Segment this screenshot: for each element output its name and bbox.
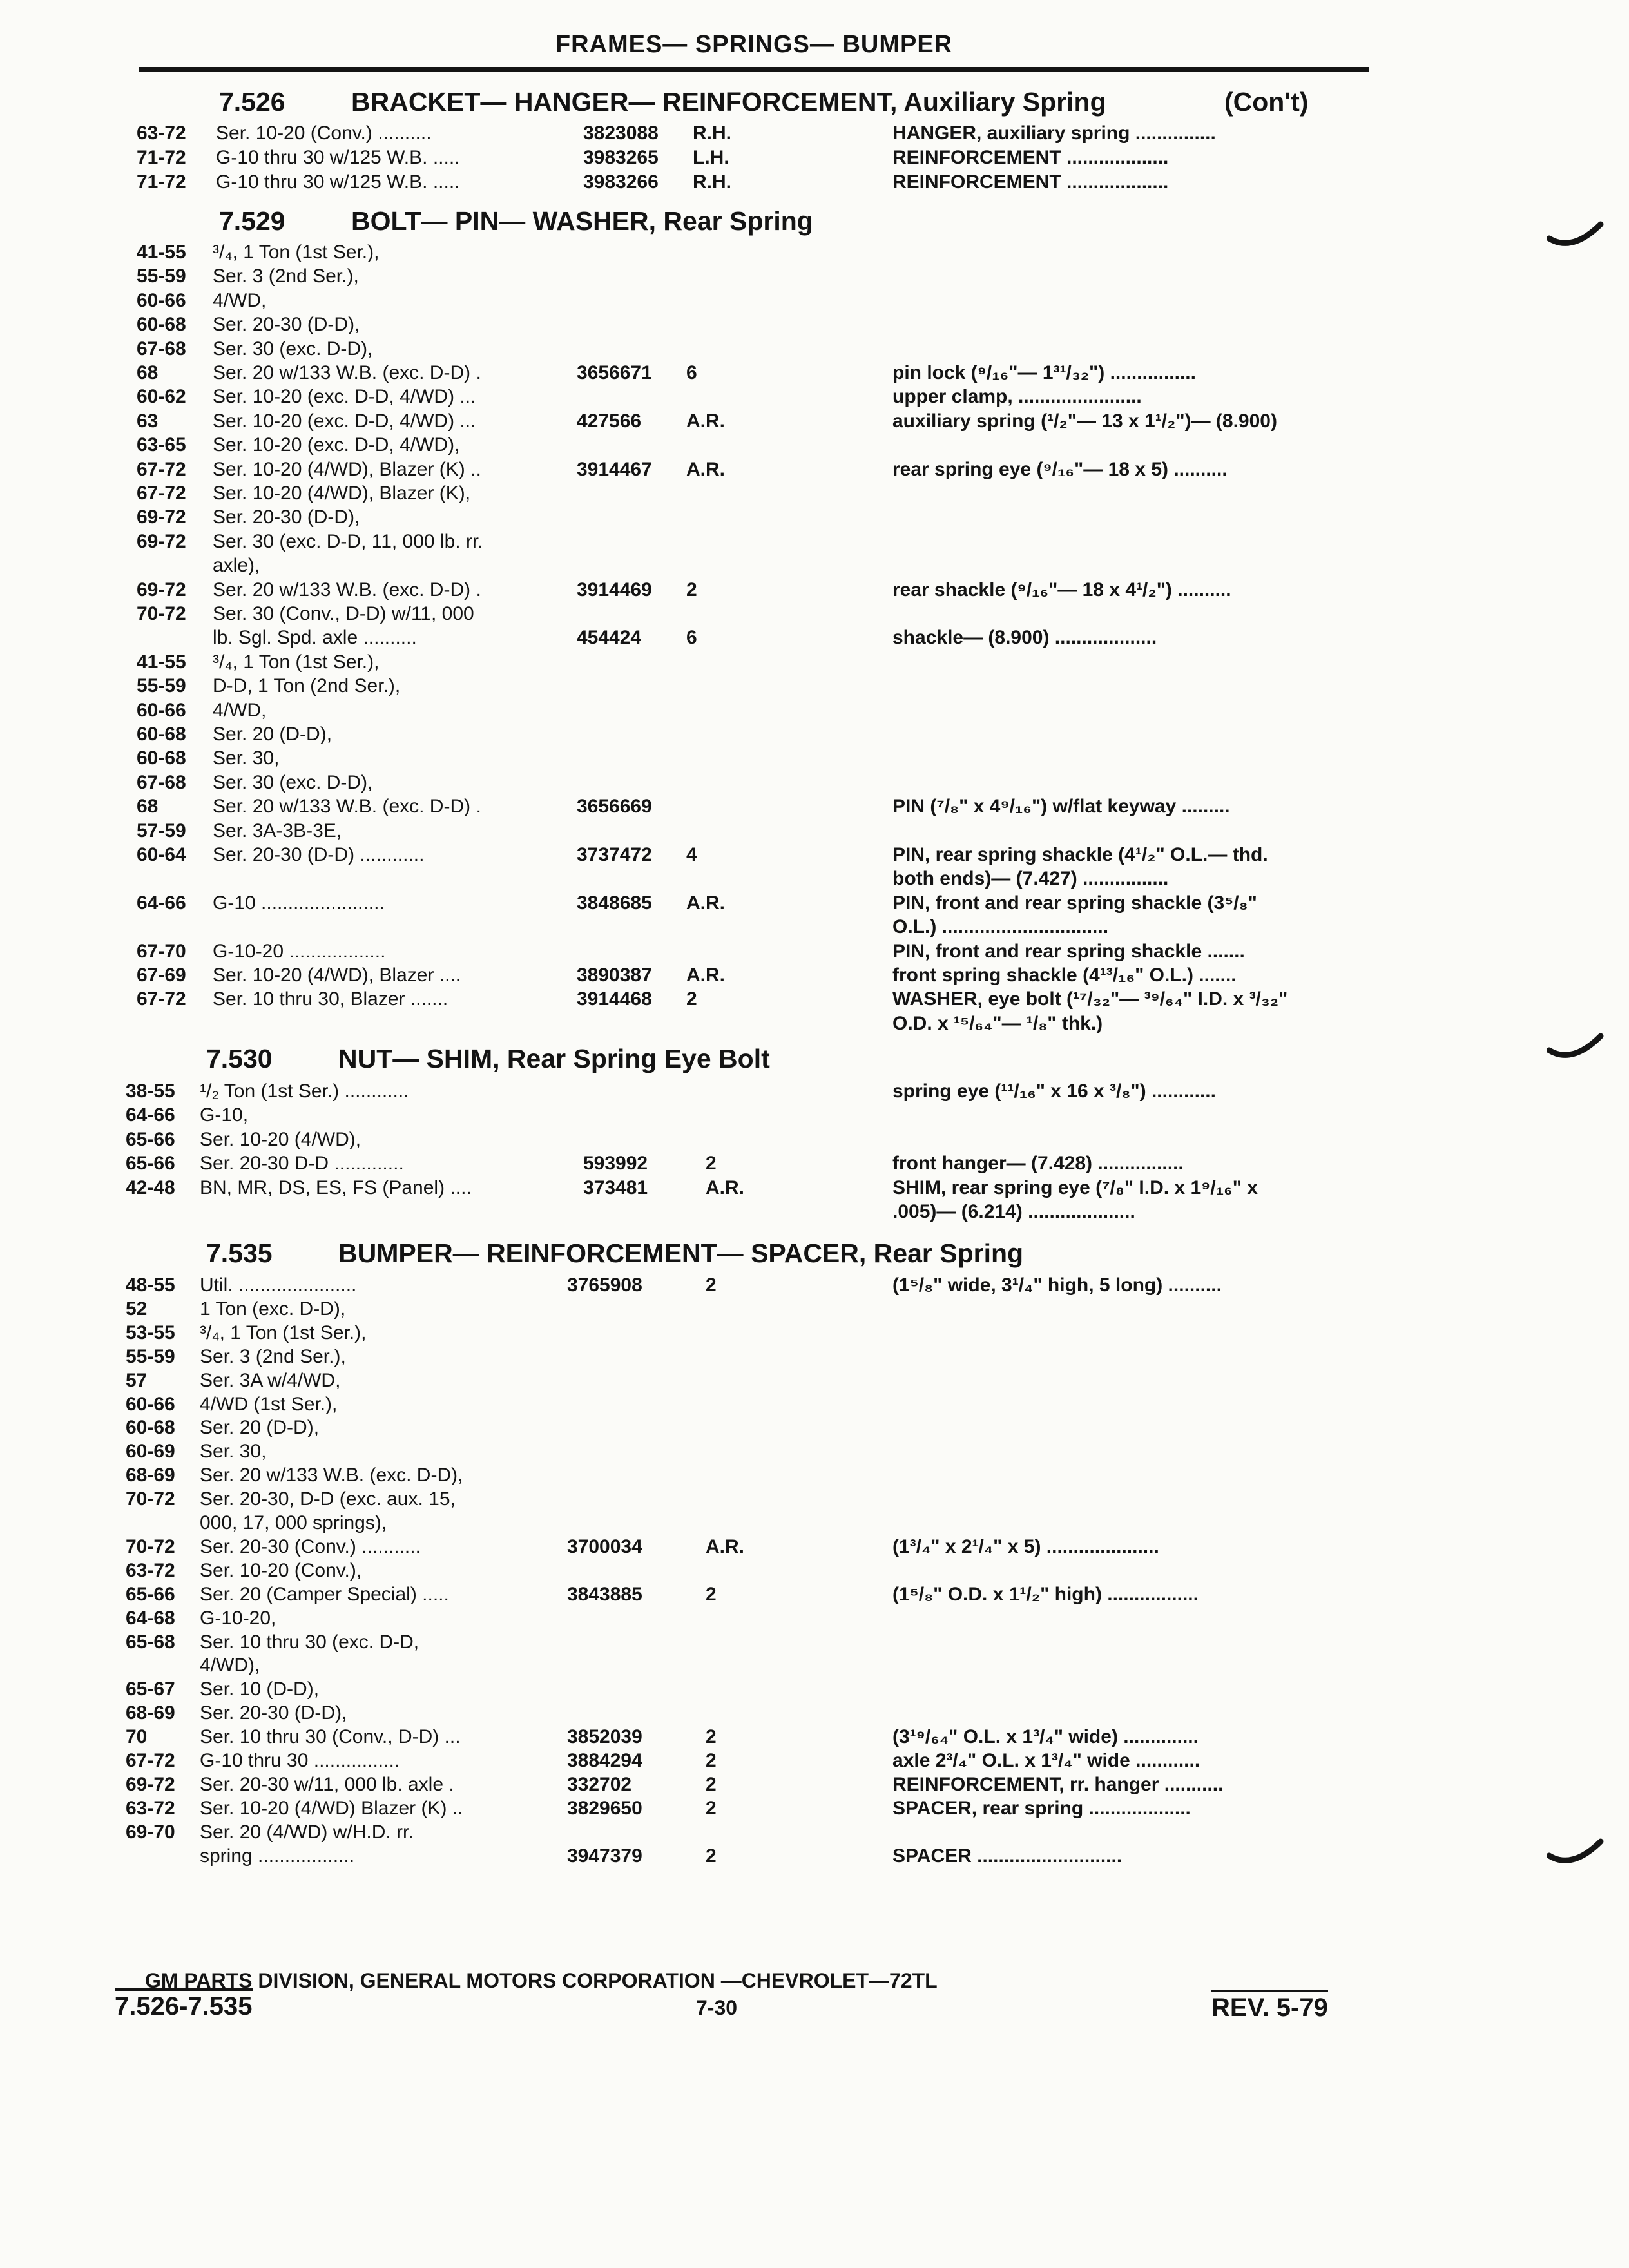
parts-row [0,1512,1629,1537]
parts-row [0,868,1629,892]
description: rear spring eye (⁹/₁₆"— 18 x 5) .......... [892,458,1228,480]
parts-row [0,1104,1629,1129]
parts-row [0,1488,1629,1513]
year-range: 57 [126,1369,148,1391]
application: spring .................. [200,1845,355,1867]
year-range: 67-72 [137,483,186,504]
description: rear shackle (⁹/₁₆"— 18 x 4¹/₂") .......... [892,579,1231,601]
application: Ser. 20 (D-D), [200,1417,320,1439]
application: Ser. 30 (exc. D-D), [213,338,373,360]
application: Ser. 10 thru 30, Blazer ....... [213,988,448,1010]
application: Ser. 20 (4/WD) w/H.D. rr. [200,1821,414,1843]
part-number: 3890387 [577,965,652,986]
parts-row [0,844,1629,869]
year-range: 71-72 [137,147,186,168]
parts-row [0,1346,1629,1370]
quantity: 2 [686,579,697,601]
parts-row [0,1726,1629,1751]
application: Util. ...................... [200,1274,357,1296]
parts-row [0,555,1629,579]
year-range: 70 [126,1726,148,1748]
application: Ser. 10-20 (Conv.) .......... [216,122,432,144]
quantity: R.H. [693,171,731,193]
year-range: 67-69 [137,965,186,986]
year-range: 71-72 [137,171,186,193]
part-number: 3884294 [567,1750,642,1771]
header-rule [139,67,1369,72]
year-range: 69-70 [126,1821,175,1843]
part-number: 332702 [567,1773,632,1795]
section-number: 7.526 [219,87,285,117]
part-number: 3983265 [583,147,659,168]
section-title: NUT— SHIM, Rear Spring Eye Bolt [338,1044,770,1073]
description: PIN (⁷/₈" x 4⁹/₁₆") w/flat keyway ......... [892,796,1230,818]
parts-row [0,941,1629,965]
part-number: 3848685 [577,892,652,914]
year-range: 67-72 [137,988,186,1010]
description: REINFORCEMENT ................... [892,171,1169,193]
parts-row [0,1536,1629,1561]
year-range: 65-67 [126,1678,175,1700]
parts-row [0,1417,1629,1441]
description: O.L.) ............................... [892,916,1109,938]
part-number: 3829650 [567,1797,642,1819]
year-range: 67-72 [137,458,186,480]
binder-hole-mark [1547,1830,1605,1875]
application: G-10, [200,1104,249,1126]
application: axle), [213,555,260,577]
application: Ser. 10 thru 30 (Conv., D-D) ... [200,1726,461,1748]
year-range: 67-68 [137,771,186,793]
parts-row [0,772,1629,796]
year-range: 70-72 [126,1488,175,1510]
application: Ser. 20 w/133 W.B. (exc. D-D), [200,1465,463,1486]
application: Ser. 10-20 (4/WD), [200,1128,361,1150]
parts-row [0,506,1629,531]
application: Ser. 10-20 (exc. D-D, 4/WD) ... [213,386,476,408]
year-range: 63-72 [137,122,186,144]
binder-hole-mark [1547,213,1605,258]
year-range: 60-64 [137,844,186,865]
application: G-10 thru 30 w/125 W.B. ..... [216,171,460,193]
application: ³/₄, 1 Ton (1st Ser.), [213,651,380,673]
parts-row [0,171,1629,196]
year-range: 68-69 [126,1702,175,1724]
parts-row [0,1274,1629,1299]
year-range: 60-69 [126,1441,175,1463]
quantity: 2 [706,1773,717,1795]
year-range: 65-66 [126,1153,175,1175]
description: PIN, rear spring shackle (4¹/₂" O.L.— thd. [892,844,1268,865]
description: PIN, front and rear spring shackle ....... [892,940,1245,962]
description: (1⁵/₈" O.D. x 1¹/₂" high) ................. [892,1583,1199,1605]
year-range: 52 [126,1298,148,1320]
year-range: 41-55 [137,651,186,673]
application: Ser. 20 w/133 W.B. (exc. D-D) . [213,362,481,383]
application: Ser. 20-30 (D-D) ............ [213,844,425,865]
application: 4/WD, [213,289,267,311]
part-number: 3823088 [583,122,659,144]
part-number: 3765908 [567,1274,642,1296]
parts-row [0,1821,1629,1846]
parts-row [0,579,1629,604]
application: Ser. 10-20 (4/WD), Blazer (K), [213,483,471,504]
application: Ser. 3 (2nd Ser.), [200,1345,346,1367]
year-range: 60-68 [126,1417,175,1439]
page-header [139,31,1369,77]
part-number: 3656671 [577,362,652,383]
year-range: 69-72 [126,1773,175,1795]
year-range: 67-72 [126,1750,175,1771]
parts-row [0,386,1629,410]
application: G-10 thru 30 ................ [200,1750,400,1771]
application: Ser. 10-20 (exc. D-D, 4/WD), [213,434,460,456]
quantity: 6 [686,362,697,383]
application: 1 Ton (exc. D-D), [200,1298,346,1320]
description: upper clamp, ....................... [892,386,1142,408]
parts-row [0,1655,1629,1679]
footer-revision: REV. 5-79 [1211,1990,1328,2023]
description: SHIM, rear spring eye (⁷/₈" I.D. x 1⁹/₁₆" x [892,1177,1258,1198]
parts-row [0,700,1629,724]
quantity: 2 [706,1153,717,1175]
description: front hanger— (7.428) ................ [892,1153,1184,1175]
year-range: 60-66 [126,1393,175,1415]
parts-row [0,1750,1629,1774]
application: Ser. 20 w/133 W.B. (exc. D-D) . [213,796,481,818]
year-range: 69-72 [137,506,186,528]
year-range: 60-68 [137,747,186,769]
description: SPACER ........................... [892,1845,1123,1867]
part-number: 3914467 [577,458,652,480]
parts-row [0,1678,1629,1703]
parts-row [0,1560,1629,1584]
description: WASHER, eye bolt (¹⁷/₃₂"— ³⁹/₆₄" I.D. x ³/₃₂" [892,988,1288,1010]
year-range: 41-55 [137,242,186,263]
application: G-10-20 .................. [213,940,386,962]
description: (1³/₄" x 2¹/₄" x 5) ..................... [892,1535,1159,1557]
application: Ser. 10-20 (4/WD), Blazer .... [213,965,461,986]
application: Ser. 3A-3B-3E, [213,820,342,841]
part-number: 3843885 [567,1583,642,1605]
footer-page-number: 7-30 [696,1996,738,2019]
part-number: 593992 [583,1153,648,1175]
parts-row [0,1845,1629,1870]
application: Ser. 10 (D-D), [200,1678,320,1700]
year-range: 60-62 [137,386,186,408]
page-title: FRAMES— SPRINGS— BUMPER [555,31,953,58]
quantity: 2 [706,1583,717,1605]
application: G-10-20, [200,1607,276,1629]
description: REINFORCEMENT, rr. hanger ........... [892,1773,1224,1795]
parts-row [0,1201,1629,1225]
parts-row [0,122,1629,147]
year-range: 67-70 [137,940,186,962]
parts-row [0,1702,1629,1727]
application: Ser. 30, [200,1441,267,1463]
year-range: 60-66 [137,289,186,311]
year-range: 64-68 [126,1607,175,1629]
description: spring eye (¹¹/₁₆" x 16 x ³/₈") ............ [892,1081,1216,1102]
section-continued: (Con't) [1224,87,1309,117]
year-range: 53-55 [126,1321,175,1343]
parts-row [0,1584,1629,1608]
parts-row [0,1322,1629,1347]
application: Ser. 10-20 (4/WD) Blazer (K) .. [200,1797,463,1819]
section-number: 7.529 [219,206,285,236]
year-range: 65-68 [126,1631,175,1653]
year-range: 55-59 [137,675,186,697]
application: Ser. 20-30 (D-D), [200,1702,347,1724]
part-number: 3914469 [577,579,652,601]
description: PIN, front and rear spring shackle (3⁵/₈" [892,892,1257,914]
description: REINFORCEMENT ................... [892,147,1169,168]
quantity: A.R. [686,458,725,480]
section-title: BOLT— PIN— WASHER, Rear Spring [351,206,813,236]
footer-range: 7.526-7.535 [115,1988,253,2021]
parts-row [0,1631,1629,1656]
parts-row [0,627,1629,651]
application: Ser. 20-30 (D-D), [213,314,360,336]
application: Ser. 10-20 (exc. D-D, 4/WD) ... [213,410,476,432]
year-range: 70-72 [126,1535,175,1557]
application: Ser. 3A w/4/WD, [200,1369,341,1391]
application: Ser. 10-20 (4/WD), Blazer (K) .. [213,458,481,480]
section-title: BUMPER— REINFORCEMENT— SPACER, Rear Spring [338,1238,1024,1268]
application: Ser. 10 thru 30 (exc. D-D, [200,1631,419,1653]
parts-row [0,314,1629,338]
application: G-10 thru 30 w/125 W.B. ..... [216,147,460,168]
application: Ser. 3 (2nd Ser.), [213,265,359,287]
description: .005)— (6.214) .................... [892,1201,1135,1222]
application: Ser. 20 w/133 W.B. (exc. D-D) . [213,579,481,601]
year-range: 65-66 [126,1583,175,1605]
parts-row [0,265,1629,290]
part-number: 3656669 [577,796,652,818]
parts-row [0,1608,1629,1632]
quantity: A.R. [686,892,725,914]
part-number: 427566 [577,410,642,432]
application: Ser. 30, [213,747,280,769]
application: Ser. 20-30 w/11, 000 lb. axle . [200,1773,454,1795]
part-number: 3700034 [567,1535,642,1557]
application: 4/WD), [200,1655,260,1677]
parts-row [0,1129,1629,1153]
parts-row [0,1465,1629,1489]
parts-row [0,242,1629,266]
application: Ser. 30 (exc. D-D), [213,771,373,793]
year-range: 68 [137,796,159,818]
part-number: 454424 [577,627,642,649]
parts-row [0,747,1629,772]
parts-row [0,1013,1629,1037]
description: both ends)— (7.427) ................ [892,868,1169,890]
section-heading [206,1238,1023,1269]
application: ¹/₂ Ton (1st Ser.) ............ [200,1081,409,1102]
parts-row [0,1774,1629,1798]
parts-row [0,916,1629,941]
parts-row [0,531,1629,555]
description: axle 2³/₄" O.L. x 1³/₄" wide ............ [892,1750,1200,1771]
parts-row [0,603,1629,628]
description: (1⁵/₈" wide, 3¹/₄" high, 5 long) .......... [892,1274,1222,1296]
part-number: 3737472 [577,844,652,865]
section-heading [219,87,1309,117]
part-number: 373481 [583,1177,648,1198]
parts-row [0,410,1629,435]
year-range: 67-68 [137,338,186,360]
parts-row [0,892,1629,917]
parts-row [0,1394,1629,1418]
section-heading [206,1044,770,1074]
parts-row [0,1441,1629,1465]
parts-row [0,434,1629,459]
application: ³/₄, 1 Ton (1st Ser.), [200,1321,367,1343]
parts-row [0,1081,1629,1105]
binder-hole-mark [1547,1024,1605,1070]
application: Ser. 30 (exc. D-D, 11, 000 lb. rr. [213,530,483,552]
section-number: 7.535 [206,1238,273,1268]
application: G-10 ....................... [213,892,385,914]
application: Ser. 20-30 D-D ............. [200,1153,404,1175]
year-range: 69-72 [137,579,186,601]
parts-row [0,290,1629,314]
parts-row [0,965,1629,989]
quantity: 4 [686,844,697,865]
parts-row [0,483,1629,507]
parts-row [0,796,1629,820]
application: Ser. 10-20 (Conv.), [200,1559,362,1581]
application: Ser. 20-30 (D-D), [213,506,360,528]
part-number: 3947379 [567,1845,642,1867]
year-range: 68-69 [126,1465,175,1486]
application: Ser. 20-30 (Conv.) ........... [200,1535,421,1557]
description: (3¹⁹/₆₄" O.L. x 1³/₄" wide) .............. [892,1726,1199,1748]
part-number: 3914468 [577,988,652,1010]
year-range: 60-68 [137,314,186,336]
application: 4/WD (1st Ser.), [200,1393,338,1415]
quantity: A.R. [686,410,725,432]
description: auxiliary spring (¹/₂"— 13 x 1¹/₂")— (8.900) [892,410,1277,432]
parts-row [0,1370,1629,1394]
application: Ser. 20-30, D-D (exc. aux. 15, [200,1488,456,1510]
parts-row [0,147,1629,171]
quantity: 2 [706,1750,717,1771]
application: 000, 17, 000 springs), [200,1512,387,1533]
quantity: 2 [706,1845,717,1867]
footer-division: GM PARTS DIVISION, GENERAL MOTORS CORPORATION —CHEVROLET—72TL [145,1969,938,1992]
description: shackle— (8.900) ................... [892,627,1157,649]
part-number: 3852039 [567,1726,642,1748]
application: BN, MR, DS, ES, FS (Panel) .... [200,1177,472,1198]
year-range: 69-72 [137,530,186,552]
year-range: 55-59 [137,265,186,287]
year-range: 38-55 [126,1081,175,1102]
description: front spring shackle (4¹³/₁₆" O.L.) ....... [892,965,1237,986]
parts-row [0,338,1629,363]
quantity: A.R. [706,1535,744,1557]
year-range: 42-48 [126,1177,175,1198]
year-range: 60-66 [137,699,186,721]
parts-row [0,459,1629,483]
year-range: 63-72 [126,1797,175,1819]
year-range: 64-66 [126,1104,175,1126]
description: pin lock (⁹/₁₆"— 1³¹/₃₂") ................ [892,362,1196,383]
year-range: 70-72 [137,603,186,624]
parts-row [0,724,1629,748]
year-range: 64-66 [137,892,186,914]
section-heading [219,206,813,236]
parts-row [0,362,1629,387]
application: D-D, 1 Ton (2nd Ser.), [213,675,401,697]
parts-row [0,651,1629,676]
quantity: A.R. [706,1177,744,1198]
parts-row [0,1798,1629,1822]
year-range: 63-72 [126,1559,175,1581]
application: Ser. 20 (D-D), [213,724,333,745]
description: SPACER, rear spring ................... [892,1797,1191,1819]
application: ³/₄, 1 Ton (1st Ser.), [213,242,380,263]
parts-row [0,988,1629,1013]
quantity: R.H. [693,122,731,144]
section-title: BRACKET— HANGER— REINFORCEMENT, Auxiliary Spring [351,87,1106,117]
section-number: 7.530 [206,1044,273,1073]
year-range: 65-66 [126,1128,175,1150]
quantity: 2 [706,1274,717,1296]
application: lb. Sgl. Spd. axle .......... [213,627,417,649]
description: O.D. x ¹⁵/₆₄"— ¹/₈" thk.) [892,1012,1103,1034]
year-range: 48-55 [126,1274,175,1296]
quantity: 2 [706,1797,717,1819]
quantity: 2 [706,1726,717,1748]
parts-row [0,820,1629,845]
parts-row [0,1177,1629,1202]
quantity: A.R. [686,965,725,986]
year-range: 63 [137,410,159,432]
year-range: 63-65 [137,434,186,456]
application: Ser. 30 (Conv., D-D) w/11, 000 [213,603,474,624]
quantity: 2 [686,988,697,1010]
year-range: 57-59 [137,820,186,841]
parts-row [0,1153,1629,1177]
quantity: 6 [686,627,697,649]
parts-row [0,675,1629,700]
part-number: 3983266 [583,171,659,193]
application: 4/WD, [213,699,267,721]
parts-row [0,1298,1629,1323]
application: Ser. 20 (Camper Special) ..... [200,1583,449,1605]
year-range: 60-68 [137,724,186,745]
year-range: 55-59 [126,1345,175,1367]
quantity: L.H. [693,147,729,168]
description: HANGER, auxiliary spring ............... [892,122,1216,144]
year-range: 68 [137,362,159,383]
